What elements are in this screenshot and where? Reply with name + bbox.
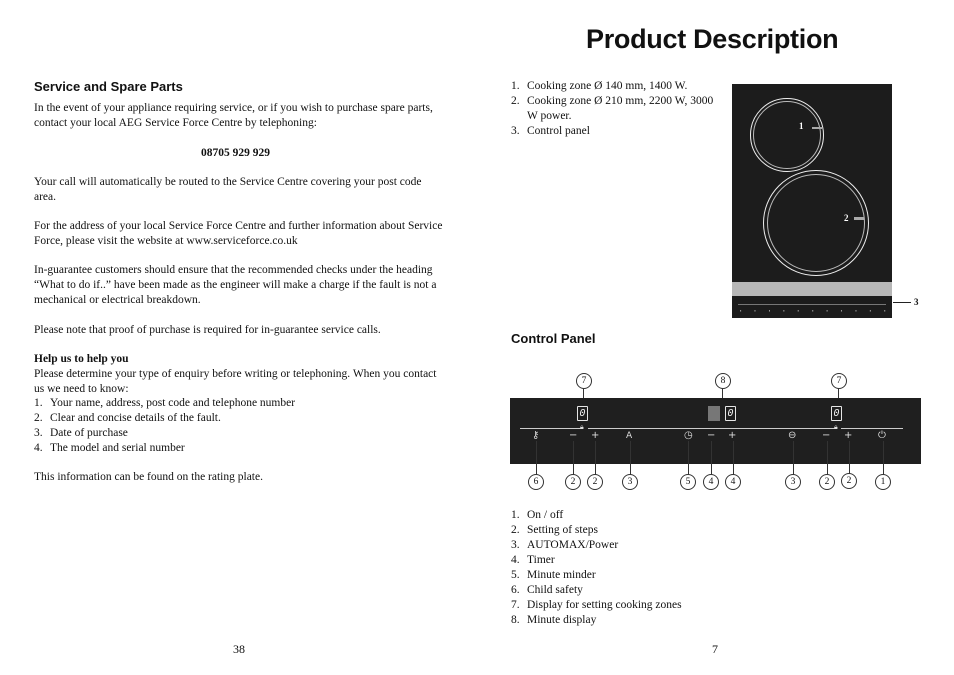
list-item: 2. Clear and concise details of the fault.	[34, 412, 221, 424]
list-item: 1. Cooking zone Ø 140 mm, 1400 W.	[511, 80, 688, 92]
panel-label-3: 3	[914, 297, 919, 307]
help-list	[34, 396, 446, 456]
list-item: 5. Minute minder	[511, 569, 596, 581]
service-routing-text: Your call will automatically be routed to the Service Centre covering your post code area.	[34, 176, 422, 203]
callout-4: 4	[703, 474, 719, 490]
zone-display-left: 0	[577, 406, 588, 421]
list-item: 7. Display for setting cooking zones	[511, 599, 682, 611]
callout-2: 2	[841, 473, 857, 489]
control-legend-list	[511, 508, 771, 628]
zone-label-1: 1	[799, 121, 804, 131]
rating-plate-text: This information can be found on the rating plate.	[34, 471, 263, 483]
help-heading: Help us to help you	[34, 353, 129, 365]
list-item: 1. Your name, address, post code and telephone number	[34, 397, 296, 409]
control-panel-diagram	[510, 398, 921, 464]
minute-minder-icon[interactable]: ◷	[684, 430, 693, 441]
callout-8: 8	[715, 373, 731, 389]
plus-key-right-icon[interactable]: +	[844, 430, 853, 441]
features-list	[511, 79, 716, 139]
callout-7-right: 7	[831, 373, 847, 389]
timer-plus-icon[interactable]: +	[728, 430, 737, 441]
hob-illustration	[732, 84, 892, 318]
plus-key-icon[interactable]: +	[591, 430, 600, 441]
service-intro: In the event of your appliance requiring service, or if you wish to purchase spare parts, contact your local AEG Service Force Centre by telephoning:	[34, 102, 433, 129]
list-item: 3. AUTOMAX/Power	[511, 539, 619, 551]
callout-3: 3	[622, 474, 638, 490]
guarantee-text: In-guarantee customers should ensure that the recommended checks under the heading “What to do if..” have been made as the engineer will make a charge if the fault is not a mechanical or electrical breakdown.	[34, 264, 437, 306]
automax-key-right-icon[interactable]: ⊖	[788, 430, 797, 441]
callout-6: 6	[528, 474, 544, 490]
list-item: 6. Child safety	[511, 584, 583, 596]
callout-2: 2	[587, 474, 603, 490]
callout-4: 4	[725, 474, 741, 490]
list-item: 4. Timer	[511, 554, 555, 566]
help-text: Please determine your type of enquiry before writing or telephoning. When you contact us we need to know:	[34, 368, 437, 395]
minute-display-indicator	[708, 406, 720, 421]
list-item: 4. The model and serial number	[34, 442, 185, 454]
zone-label-2: 2	[844, 213, 849, 223]
lock-indicator-left: 🔒︎	[580, 423, 584, 431]
callout-3: 3	[785, 474, 801, 490]
list-item: 8. Minute display	[511, 614, 597, 626]
list-item: 3. Date of purchase	[34, 427, 128, 439]
hob-control-panel: ▪ ▪ ▪ ▪ ▪ ▪ ▪ ▪ ▪ ▪ ▪	[732, 298, 892, 318]
callout-7-left: 7	[576, 373, 592, 389]
cooking-zone-large	[763, 170, 869, 276]
service-phone: 08705 929 929	[201, 147, 270, 159]
service-website-text: For the address of your local Service Force Centre and further information about Service Force, please visit the website at www.serviceforce.co.uk	[34, 220, 443, 247]
panel-leader-line	[893, 302, 911, 303]
power-key-icon[interactable]: ⏻︎	[878, 430, 886, 441]
zone-display-right: 0	[831, 406, 842, 421]
minus-key-right-icon[interactable]: −	[822, 430, 831, 441]
callout-2: 2	[819, 474, 835, 490]
list-item: 1. On / off	[511, 509, 564, 521]
service-heading: Service and Spare Parts	[34, 79, 183, 94]
callout-5: 5	[680, 474, 696, 490]
page-number-right: 7	[712, 642, 718, 656]
list-item: 2. Setting of steps	[511, 524, 598, 536]
child-safety-key-icon[interactable]: ⚷	[532, 430, 540, 441]
minute-display: 0	[725, 406, 736, 421]
list-item: 2. Cooking zone Ø 210 mm, 2200 W, 3000 W power.	[511, 95, 714, 122]
timer-minus-icon[interactable]: −	[707, 430, 716, 441]
cooking-zone-small	[750, 98, 824, 172]
hob-frame-strip	[732, 282, 892, 296]
minus-key-icon[interactable]: −	[569, 430, 578, 441]
page-number-left: 38	[233, 642, 245, 656]
control-panel-heading: Control Panel	[511, 331, 596, 346]
automax-key-icon[interactable]: A	[626, 431, 633, 441]
list-item: 3. Control panel	[511, 125, 590, 137]
lock-indicator-right: 🔒︎	[834, 423, 838, 431]
page-title: Product Description	[586, 24, 839, 54]
callout-2: 2	[565, 474, 581, 490]
proof-of-purchase-text: Please note that proof of purchase is required for in-guarantee service calls.	[34, 324, 381, 336]
callout-1: 1	[875, 474, 891, 490]
